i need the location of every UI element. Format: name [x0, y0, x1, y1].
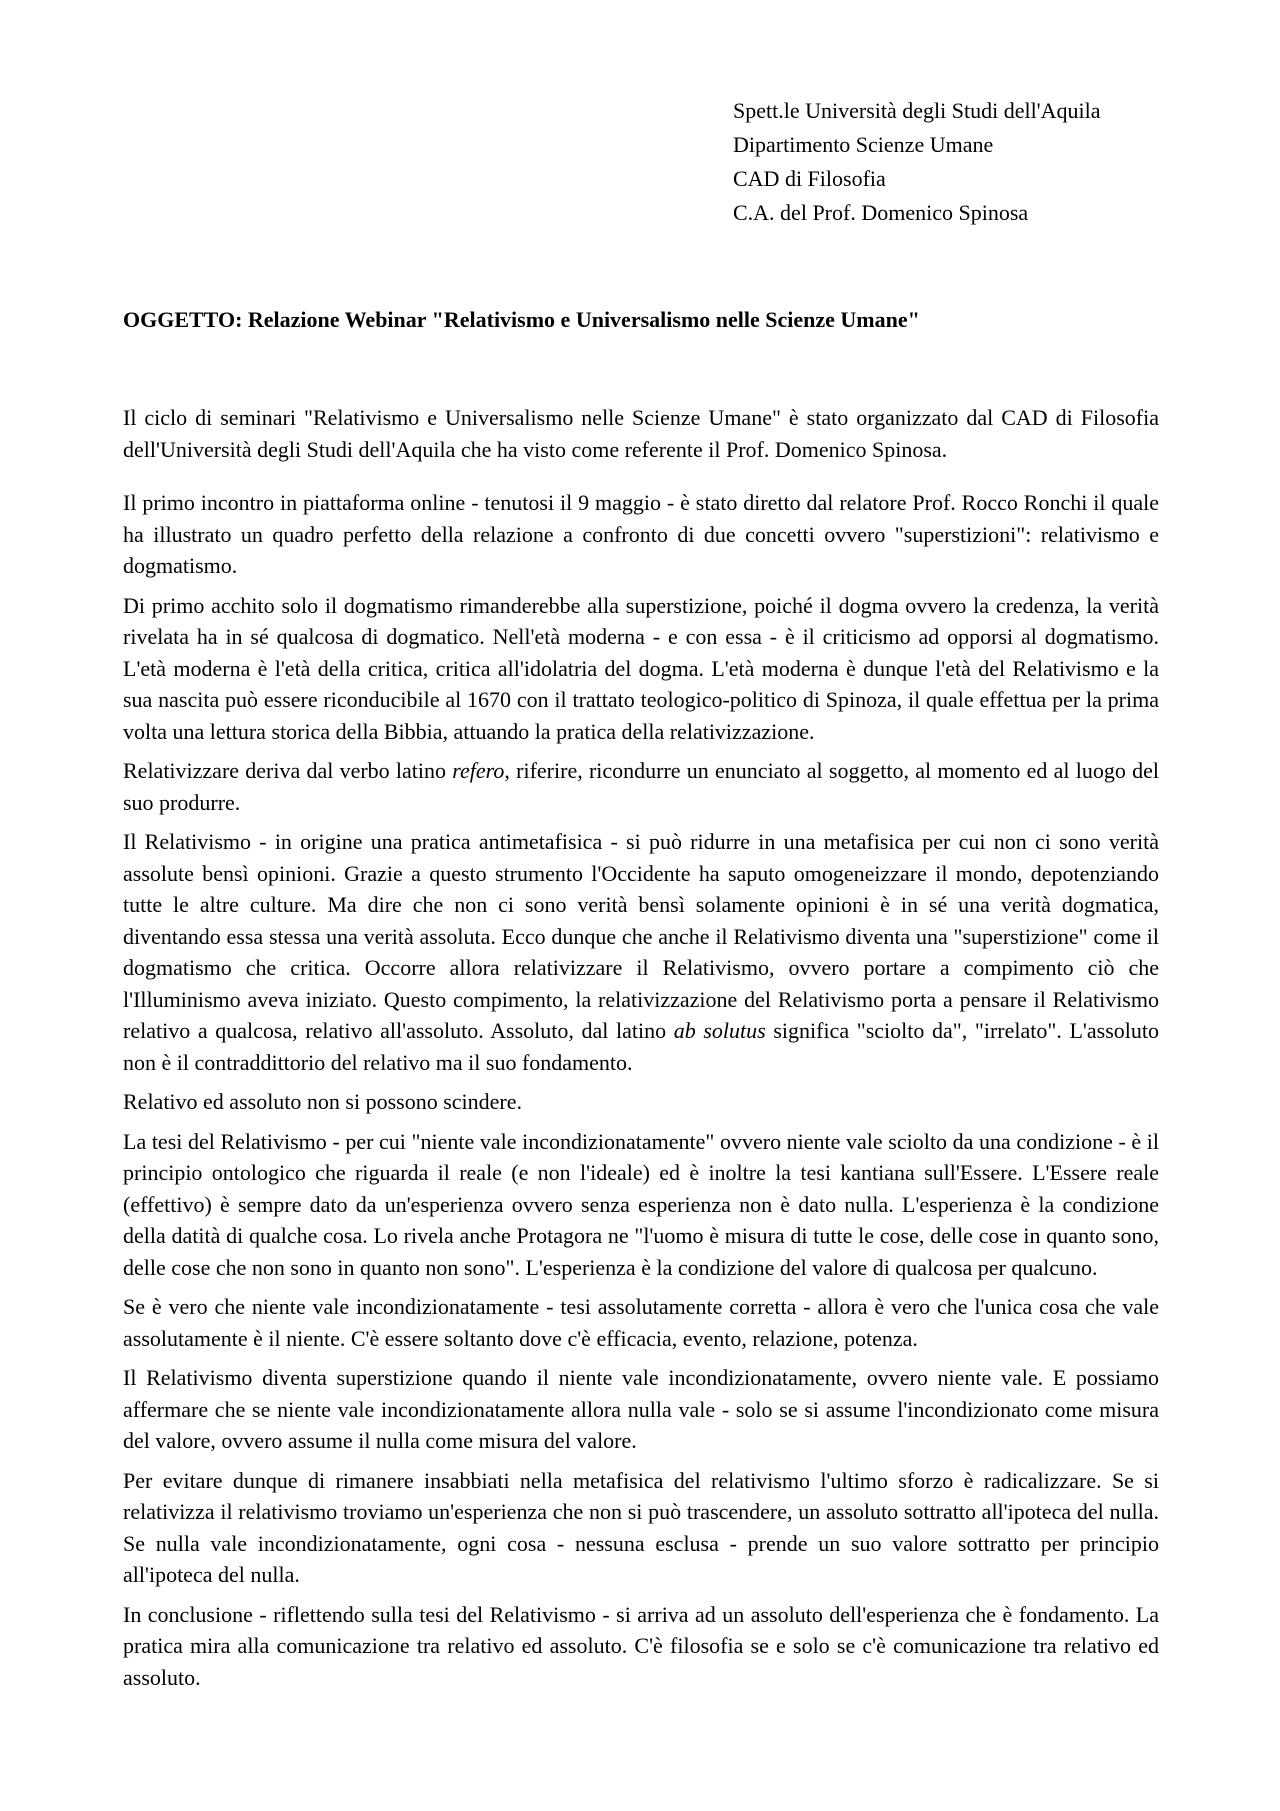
paragraph-nothing-values: Se è vero che niente vale incondizionatamente - tesi assolutamente corretta - allora è vero che l'unica cosa che vale assolutamente è il niente. C'è essere soltanto dove c'è efficacia, evento, relazione, potenza.: [123, 1294, 1159, 1351]
paragraph-inseparable: Relativo ed assoluto non si possono scindere.: [123, 1089, 523, 1114]
paragraph-conclusion: In conclusione - riflettendo sulla tesi del Relativismo - si arriva ad un assoluto dell'esperienza che è fondamento. La pratica mira alla comunicazione tra relativo ed assoluto. C'è filosofia se e solo se c'è comunicazione tra relativo ed assoluto.: [123, 1601, 1159, 1690]
paragraph-radicalize: Per evitare dunque di rimanere insabbiati nella metafisica del relativismo l'ultimo sforzo è radicalizzare. Se si relativizza il relativismo troviamo un'esperienza che non si può trascendere, un assoluto sottratto all'ipoteca del nulla. Se nulla vale incondizionatamente, ogni cosa - nessuna esclusa - prende un suo valore sottratto per principio all'ipoteca del nulla.: [123, 1467, 1159, 1587]
address-line-university: Spett.le Università degli Studi dell'Aquila: [733, 98, 1101, 123]
paragraph-relativism-text-b: significa "sciolto da", "irrelato". L'assoluto non è il contraddittorio del relativo ma il suo fondamento.: [123, 1018, 1159, 1075]
letter-body: [123, 402, 1159, 1693]
address-line-department: Dipartimento Scienze Umane: [733, 132, 994, 157]
paragraph-first-meeting: Il primo incontro in piattaforma online - tenutosi il 9 maggio - è stato diretto dal relatore Prof. Rocco Ronchi il quale ha illustrato un quadro perfetto della relazione a confronto di due concetti ovvero "superstizioni": relativismo e dogmatismo.: [123, 490, 1159, 578]
paragraph-superstition: Il Relativismo diventa superstizione quando il niente vale incondizionatamente, ovvero niente vale. E possiamo affermare che se niente vale incondizionatamente allora nulla vale - solo se si assume l'incondizionato come misura del valore, ovvero assume il nulla come misura del valore.: [123, 1365, 1159, 1453]
latin-term-refero: refero: [452, 758, 505, 783]
paragraph-relativism-metaphysics: [123, 826, 1159, 1078]
address-line-attention: C.A. del Prof. Domenico Spinosa: [733, 200, 1029, 225]
paragraph-relativism-text-a: Il Relativismo - in origine una pratica antimetafisica - si può ridurre in una metafisica per cui non ci sono verità assolute bensì opinioni. Grazie a questo strumento l'Occidente ha saputo omogeneizzare il mondo, depotenziando tutte le altre culture. Ma dire che non ci sono verità bensì solamente opinioni è in sé una verità dogmatica, diventando essa stessa una verità assoluta. Ecco dunque che anche il Relativismo diventa una "superstizione" come il dogmatismo che critica. Occorre allora relativizzare il Relativismo, ovvero portare a compimento ciò che l'Illuminismo aveva iniziato. Questo compimento, la relativizzazione del Relativismo porta a pensare il Relativismo relativo a qualcosa, relativo all'assoluto. Assoluto, dal latino: [123, 829, 1159, 1043]
paragraph-relativize: [123, 755, 1159, 818]
paragraph-relativize-text-b: , riferire, ricondurre un enunciato al soggetto, al momento ed al luogo del suo produrre.: [123, 758, 1159, 815]
paragraph-dogmatism: Di primo acchito solo il dogmatismo rimanderebbe alla superstizione, poiché il dogma ovvero la credenza, la verità rivelata ha in sé qualcosa di dogmatico. Nell'età moderna - e con essa - è il criticismo ad opporsi al dogmatismo. L'età moderna è l'età della critica, critica all'idolatria del dogma. L'età moderna è dunque l'età del Relativismo e la sua nascita può essere riconducibile al 1670 con il trattato teologico-politico di Spinoza, il quale effettua per la prima volta una lettura storica della Bibbia, attuando la pratica della relativizzazione.: [123, 592, 1159, 744]
subject-line: OGGETTO: Relazione Webinar "Relativismo e Universalismo nelle Scienze Umane": [123, 307, 920, 332]
paragraph-intro: Il ciclo di seminari "Relativismo e Universalismo nelle Scienze Umane" è stato organizzato dal CAD di Filosofia dell'Università degli Studi dell'Aquila che ha visto come referente il Prof. Domenico Spinosa.: [123, 405, 1159, 462]
address-line-cad: CAD di Filosofia: [733, 166, 886, 191]
paragraph-relativize-text-a: Relativizzare deriva dal verbo latino: [123, 758, 453, 783]
paragraph-thesis: La tesi del Relativismo - per cui "niente vale incondizionatamente" ovvero niente vale sciolto da una condizione - è il principio ontologico che riguarda il reale (e non l'ideale) ed è inoltre la tesi kantiana sull'Essere. L'Essere reale (effettivo) è sempre dato da un'esperienza ovvero senza esperienza non è dato nulla. L'esperienza è la condizione della datità di qualche cosa. Lo rivela anche Protagora ne "l'uomo è misura di tutte le cose, delle cose in quanto sono, delle cose che non sono in quanto non sono". L'esperienza è la condizione del valore di qualcosa per qualcuno.: [123, 1128, 1159, 1280]
latin-term-ab-solutus: ab solutus: [673, 1018, 766, 1043]
recipient-address: [733, 94, 1101, 230]
